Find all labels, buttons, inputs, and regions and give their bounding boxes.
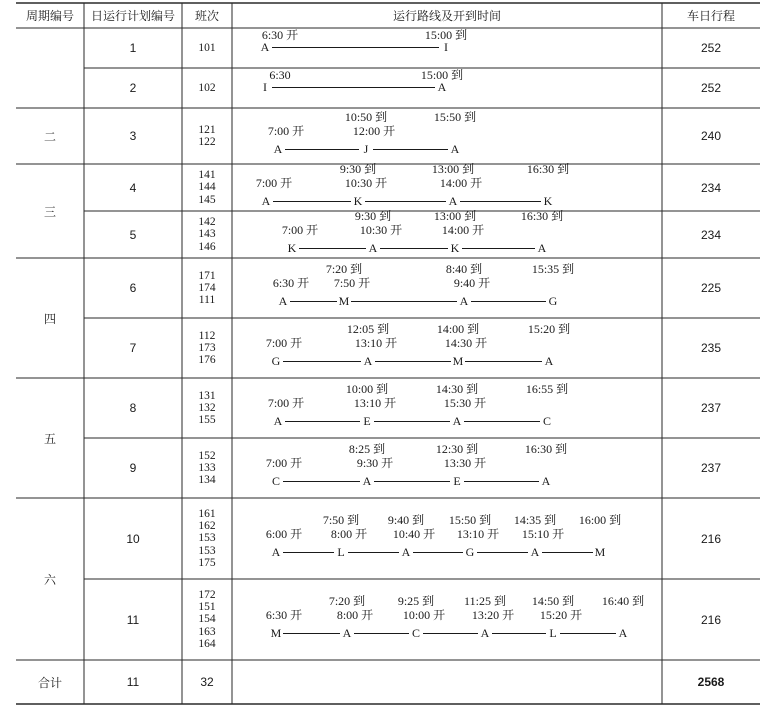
route-segment — [290, 301, 337, 302]
cycle-3-label: 三 — [43, 204, 56, 219]
route-segment — [477, 552, 528, 553]
departure-time: 7:00 开 — [265, 456, 303, 470]
train-list — [182, 390, 232, 427]
route-segment — [460, 201, 541, 202]
station-label: K — [450, 240, 460, 255]
train-list — [182, 82, 232, 94]
plan-number: 9 — [129, 461, 137, 475]
route-segment — [374, 481, 450, 482]
daily-mileage: 234 — [700, 227, 722, 242]
route-segment — [380, 248, 448, 249]
station-label: A — [363, 354, 373, 368]
station-label: M — [270, 625, 282, 640]
arrival-time: 16:30 到 — [520, 208, 564, 223]
daily-mileage: 240 — [700, 129, 722, 143]
train-list — [182, 508, 232, 569]
arrival-time: 14:30 到 — [435, 382, 479, 396]
departure-time: 15:10 开 — [521, 526, 565, 541]
plan-number: 4 — [129, 180, 137, 195]
station-label: L — [549, 625, 557, 640]
arrival-time: 10:50 到 — [344, 110, 388, 124]
plan-number: 10 — [126, 531, 140, 546]
train-list — [182, 216, 232, 253]
station-label: A — [537, 240, 547, 255]
train-number: 151 — [198, 601, 216, 614]
arrival-time: 15:00 到 — [420, 68, 464, 82]
train-number: 175 — [198, 556, 216, 569]
station-label: L — [337, 544, 345, 559]
route-segment — [471, 301, 546, 302]
arrival-time: 9:30 到 — [354, 208, 392, 223]
route-segment — [374, 421, 450, 422]
route-segment — [365, 201, 446, 202]
station-label: M — [452, 354, 464, 368]
station-label: K — [543, 193, 553, 208]
train-number: 171 — [198, 269, 216, 282]
route-segment — [348, 552, 399, 553]
plan-number: 2 — [129, 81, 137, 95]
departure-time: 8:00 开 — [330, 526, 368, 541]
train-list — [182, 42, 232, 54]
train-number: 141 — [198, 169, 216, 182]
departure-time: 8:00 开 — [336, 607, 374, 622]
header-plan: 日运行计划编号 — [90, 9, 175, 23]
daily-mileage: 216 — [700, 531, 722, 546]
arrival-time: 16:30 到 — [526, 161, 570, 176]
arrival-time: 13:00 到 — [433, 208, 477, 223]
arrival-time: 15:50 到 — [433, 110, 477, 124]
arrival-time: 9:30 到 — [339, 161, 377, 176]
train-number: 122 — [198, 135, 216, 148]
route-segment — [283, 481, 360, 482]
train-number: 133 — [198, 461, 216, 474]
daily-mileage: 252 — [700, 41, 722, 55]
arrival-time: 16:30 到 — [524, 442, 568, 456]
cycle-2-label: 二 — [43, 129, 56, 144]
departure-time: 7:00 开 — [255, 175, 293, 190]
plan-number: 7 — [129, 341, 137, 355]
departure-time: 7:00 开 — [267, 124, 305, 138]
station-label: A — [448, 193, 458, 208]
route-segment — [464, 421, 540, 422]
total-label: 合计 — [37, 675, 62, 690]
departure-time: 7:00 开 — [281, 222, 319, 237]
departure-time: 13:20 开 — [471, 607, 515, 622]
station-label: G — [465, 544, 475, 559]
arrival-time: 15:35 到 — [531, 262, 575, 276]
daily-mileage: 237 — [700, 461, 722, 475]
station-label: C — [271, 474, 281, 488]
train-list — [182, 450, 232, 487]
train-number: 155 — [198, 414, 216, 427]
train-number: 163 — [198, 625, 216, 638]
train-number: 162 — [198, 520, 216, 533]
arrival-time: 11:25 到 — [464, 593, 506, 608]
cycle-5-label: 五 — [43, 431, 56, 446]
arrival-time: 9:40 到 — [387, 512, 425, 527]
departure-time: 7:00 开 — [265, 336, 303, 350]
route-segment — [375, 361, 451, 362]
station-label: A — [618, 625, 628, 640]
route-segment — [285, 149, 359, 150]
arrival-time: 8:25 到 — [348, 442, 386, 456]
arrival-time: 7:20 到 — [325, 262, 363, 276]
daily-mileage: 216 — [700, 612, 722, 627]
station-label: A — [452, 414, 462, 428]
departure-time: 7:00 开 — [267, 396, 305, 410]
train-number: 154 — [198, 613, 216, 626]
daily-mileage: 235 — [700, 341, 722, 355]
station-label: I — [263, 80, 267, 94]
route-segment — [285, 421, 360, 422]
arrival-time: 14:35 到 — [513, 512, 557, 527]
arrival-time: 15:00 到 — [424, 28, 468, 42]
train-number: 176 — [198, 354, 216, 367]
station-label: M — [594, 544, 606, 559]
departure-time: 9:30 开 — [356, 456, 394, 470]
train-number: 112 — [198, 329, 216, 342]
station-label: C — [411, 625, 421, 640]
train-number: 131 — [198, 389, 216, 402]
departure-time: 10:30 开 — [359, 222, 403, 237]
route-segment — [272, 87, 435, 88]
route-segment — [283, 552, 334, 553]
train-number: 101 — [198, 41, 216, 54]
station-label: A — [260, 40, 270, 54]
route-segment — [272, 47, 439, 48]
train-number: 134 — [198, 474, 216, 487]
cycle-6-label: 六 — [43, 572, 56, 587]
arrival-time: 6:30 — [269, 68, 291, 82]
station-label: A — [450, 142, 460, 156]
arrival-time: 7:50 到 — [322, 512, 360, 527]
arrival-time: 10:00 到 — [345, 382, 389, 396]
route-segment — [465, 361, 542, 362]
plan-number: 5 — [129, 227, 137, 242]
arrival-time: 8:40 到 — [445, 262, 483, 276]
station-label: A — [271, 544, 281, 559]
train-number: 172 — [198, 588, 216, 601]
train-number: 152 — [198, 449, 216, 462]
arrival-time: 15:50 到 — [448, 512, 492, 527]
header-cycle: 周期编号 — [25, 9, 74, 23]
train-number: 153 — [198, 532, 216, 545]
route-segment — [413, 552, 463, 553]
route-segment — [492, 633, 546, 634]
train-number: 144 — [198, 181, 216, 194]
departure-time: 13:30 开 — [443, 456, 487, 470]
departure-time: 10:30 开 — [344, 175, 388, 190]
header-mileage: 车日行程 — [686, 9, 735, 23]
station-label: E — [363, 414, 371, 428]
train-number: 153 — [198, 544, 216, 557]
train-number: 161 — [198, 507, 216, 520]
station-label: K — [287, 240, 297, 255]
arrival-time: 13:00 到 — [431, 161, 475, 176]
route-segment — [273, 201, 351, 202]
route-segment — [354, 633, 409, 634]
plan-number: 6 — [129, 281, 137, 295]
train-number: 121 — [198, 123, 216, 136]
departure-time: 14:00 开 — [441, 222, 485, 237]
arrival-time: 12:05 到 — [346, 322, 390, 336]
station-label: A — [362, 474, 372, 488]
arrival-time: 9:25 到 — [397, 593, 435, 608]
station-label: I — [444, 40, 448, 54]
station-label: A — [459, 294, 469, 308]
station-label: A — [368, 240, 378, 255]
total-trains: 32 — [200, 675, 214, 689]
departure-time: 13:10 开 — [456, 526, 500, 541]
route-segment — [299, 248, 366, 249]
station-label: G — [548, 294, 558, 308]
departure-time: 15:20 开 — [539, 607, 583, 622]
daily-mileage: 225 — [700, 281, 722, 295]
station-label: A — [401, 544, 411, 559]
station-label: G — [271, 354, 281, 368]
train-number: 174 — [198, 281, 216, 294]
route-segment — [351, 301, 457, 302]
daily-mileage: 252 — [700, 81, 722, 95]
train-list — [182, 169, 232, 206]
train-list — [182, 330, 232, 367]
station-label: M — [338, 294, 350, 308]
departure-time: 13:10 开 — [353, 396, 397, 410]
route-segment — [462, 248, 535, 249]
arrival-time: 14:50 到 — [531, 593, 575, 608]
daily-mileage: 237 — [700, 401, 722, 415]
station-label: A — [261, 193, 271, 208]
train-number: 173 — [198, 341, 216, 354]
departure-time: 7:50 开 — [333, 276, 371, 290]
route-segment — [464, 481, 539, 482]
train-list — [182, 270, 232, 307]
route-segment — [560, 633, 616, 634]
departure-time: 6:00 开 — [265, 526, 303, 541]
train-list — [182, 589, 232, 650]
daily-mileage: 234 — [700, 180, 722, 195]
train-number: 132 — [198, 401, 216, 414]
station-label: A — [541, 474, 551, 488]
station-label: E — [453, 474, 461, 488]
departure-time: 13:10 开 — [354, 336, 398, 350]
departure-time: 14:00 开 — [439, 175, 483, 190]
route-segment — [283, 361, 361, 362]
departure-time: 14:30 开 — [444, 336, 488, 350]
departure-time: 12:00 开 — [352, 124, 396, 138]
train-list — [182, 124, 232, 149]
arrival-time: 14:00 到 — [436, 322, 480, 336]
plan-number: 1 — [129, 41, 137, 55]
cycle-1-label — [16, 28, 84, 108]
station-label: A — [437, 80, 447, 94]
departure-time: 9:40 开 — [453, 276, 491, 290]
total-plans: 11 — [126, 675, 140, 689]
train-number: 143 — [198, 228, 216, 241]
arrival-time: 7:20 到 — [328, 593, 366, 608]
plan-number: 3 — [129, 129, 137, 143]
station-label: A — [342, 625, 352, 640]
arrival-time: 15:20 到 — [527, 322, 571, 336]
cycle-4-label: 四 — [43, 311, 56, 326]
route-segment — [423, 633, 478, 634]
arrival-time: 16:40 到 — [601, 593, 645, 608]
departure-time: 6:30 开 — [272, 276, 310, 290]
train-number: 164 — [198, 637, 216, 650]
route-segment — [542, 552, 593, 553]
departure-time: 10:40 开 — [392, 526, 436, 541]
arrival-time: 16:55 到 — [525, 382, 569, 396]
header-route: 运行路线及开到时间 — [392, 9, 501, 23]
station-label: K — [353, 193, 363, 208]
arrival-time: 16:00 到 — [578, 512, 622, 527]
route-segment — [373, 149, 448, 150]
station-label: A — [480, 625, 490, 640]
train-number: 146 — [198, 240, 216, 253]
arrival-time: 12:30 到 — [435, 442, 479, 456]
plan-number: 8 — [129, 401, 137, 415]
header-trains: 班次 — [194, 9, 219, 23]
station-label: C — [542, 414, 552, 428]
station-label: A — [278, 294, 288, 308]
arrival-time: 6:30 开 — [261, 28, 299, 42]
route-segment — [283, 633, 340, 634]
total-mileage: 2568 — [697, 675, 725, 689]
plan-number: 11 — [126, 612, 140, 627]
station-label: A — [544, 354, 554, 368]
station-label: A — [273, 142, 283, 156]
departure-time: 10:00 开 — [402, 607, 446, 622]
station-label: A — [530, 544, 540, 559]
departure-time: 6:30 开 — [265, 607, 303, 622]
station-label: J — [363, 142, 369, 156]
train-number: 111 — [198, 294, 216, 307]
train-number: 145 — [198, 193, 216, 206]
train-number: 142 — [198, 216, 216, 229]
train-number: 102 — [198, 81, 216, 94]
departure-time: 15:30 开 — [443, 396, 487, 410]
station-label: A — [273, 414, 283, 428]
